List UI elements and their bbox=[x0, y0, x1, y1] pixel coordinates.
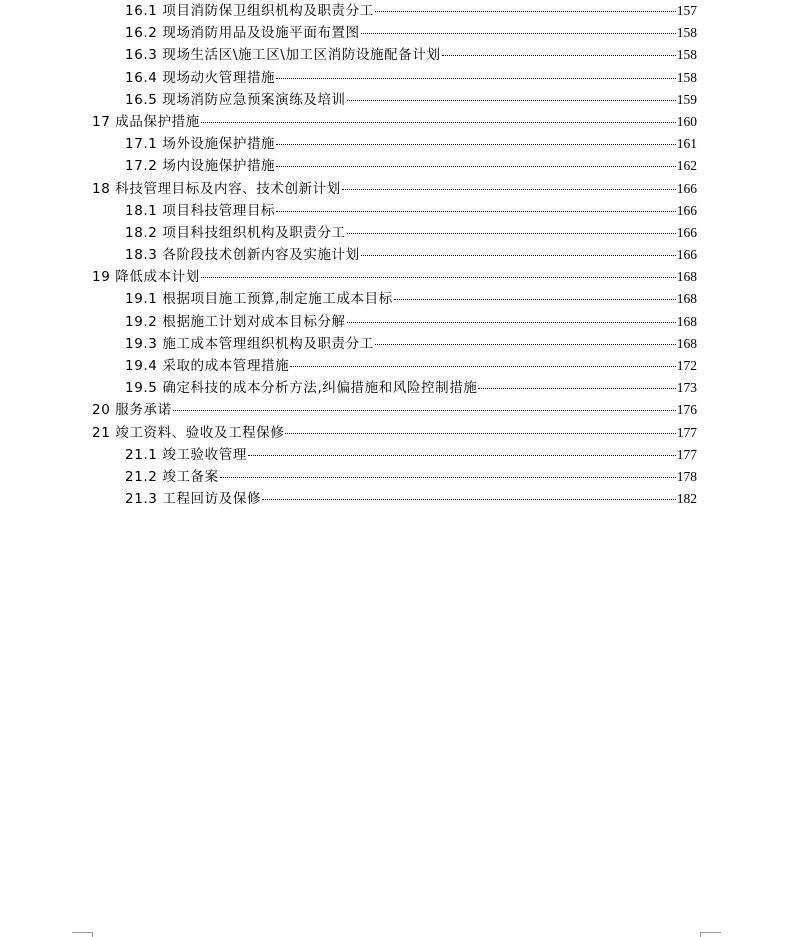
toc-entry-title: 16.2 现场消防用品及设施平面布置图 bbox=[125, 25, 360, 42]
toc-leader-dots bbox=[361, 255, 676, 256]
toc-entry-page: 161 bbox=[676, 136, 697, 152]
toc-leader-dots bbox=[442, 55, 676, 56]
toc-entry[interactable] bbox=[92, 311, 697, 333]
toc-entry[interactable] bbox=[92, 111, 697, 133]
toc-entry-title: 21.2 竣工备案 bbox=[125, 468, 219, 485]
toc-entry-title: 19 降低成本计划 bbox=[92, 269, 200, 286]
toc-entry-title: 19.3 施工成本管理组织机构及职责分工 bbox=[125, 335, 374, 352]
toc-leader-dots bbox=[285, 433, 675, 434]
toc-entry[interactable] bbox=[92, 422, 697, 444]
toc-leader-dots bbox=[201, 277, 676, 278]
toc-entry-title: 19.4 采取的成本管理措施 bbox=[125, 358, 290, 374]
toc-entry-page: 158 bbox=[676, 47, 697, 63]
toc-entry[interactable] bbox=[92, 244, 697, 266]
toc-leader-dots bbox=[220, 477, 676, 478]
toc-entry[interactable] bbox=[92, 266, 697, 288]
toc-entry-title: 17 成品保护措施 bbox=[92, 113, 200, 130]
toc-entry-page: 168 bbox=[676, 313, 697, 329]
toc-leader-dots bbox=[276, 166, 676, 167]
toc-leader-dots bbox=[276, 78, 676, 79]
toc-entry-title: 18.2 项目科技组织机构及职责分工 bbox=[125, 224, 346, 241]
toc-entry-title: 19.1 根据项目施工预算,制定施工成本目标 bbox=[125, 291, 393, 308]
toc-entry-page: 176 bbox=[676, 402, 697, 418]
toc-entry-page: 173 bbox=[676, 380, 697, 396]
toc-entry-title: 18.1 项目科技管理目标 bbox=[125, 202, 276, 219]
toc-entry-page: 168 bbox=[676, 291, 697, 307]
toc-leader-dots bbox=[276, 144, 676, 145]
toc-entry-title: 21.3 工程回访及保修 bbox=[125, 491, 262, 508]
toc-leader-dots bbox=[347, 100, 676, 101]
toc-leader-dots bbox=[262, 499, 676, 500]
toc-entry[interactable] bbox=[92, 355, 697, 377]
toc-entry-title: 17.1 场外设施保护措施 bbox=[125, 136, 276, 153]
toc-entry[interactable] bbox=[92, 222, 697, 244]
toc-entry-title: 19.2 根据施工计划对成本目标分解 bbox=[125, 313, 346, 330]
toc-entry[interactable] bbox=[92, 67, 697, 89]
toc-entry-page: 177 bbox=[676, 424, 697, 440]
toc-entry-page: 177 bbox=[676, 446, 697, 462]
toc-entry[interactable] bbox=[92, 333, 697, 355]
toc-leader-dots bbox=[347, 322, 676, 323]
toc-entry-page: 166 bbox=[676, 247, 697, 263]
toc-entry[interactable] bbox=[92, 155, 697, 177]
toc-entry[interactable] bbox=[92, 488, 697, 510]
toc-entry-page: 162 bbox=[676, 158, 697, 174]
toc-entry-page: 166 bbox=[676, 224, 697, 240]
table-of-contents bbox=[92, 0, 697, 510]
toc-entry[interactable] bbox=[92, 377, 697, 399]
toc-entry-title: 20 服务承诺 bbox=[92, 402, 172, 419]
toc-entry-page: 166 bbox=[676, 202, 697, 218]
page-corner-mark-right bbox=[700, 932, 721, 937]
toc-leader-dots bbox=[201, 122, 676, 123]
toc-entry-title: 16.5 现场消防应急预案演练及培训 bbox=[125, 91, 346, 108]
toc-entry[interactable] bbox=[92, 133, 697, 155]
toc-entry[interactable] bbox=[92, 444, 697, 466]
toc-entry[interactable] bbox=[92, 0, 697, 22]
toc-entry-title: 21 竣工资料、验收及工程保修 bbox=[92, 424, 285, 441]
toc-entry-title: 16.3 现场生活区\施工区\加工区消防设施配备计划 bbox=[125, 47, 441, 64]
toc-entry-title: 17.2 场内设施保护措施 bbox=[125, 158, 276, 175]
toc-entry-page: 158 bbox=[676, 25, 697, 41]
toc-leader-dots bbox=[173, 410, 676, 411]
toc-entry-title: 18.3 各阶段技术创新内容及实施计划 bbox=[125, 247, 360, 264]
toc-leader-dots bbox=[342, 189, 676, 190]
toc-entry-page: 168 bbox=[676, 269, 697, 285]
toc-entry-page: 157 bbox=[676, 3, 697, 18]
toc-entry[interactable] bbox=[92, 399, 697, 421]
toc-leader-dots bbox=[375, 11, 676, 12]
toc-entry-page: 172 bbox=[676, 358, 697, 373]
toc-entry[interactable] bbox=[92, 200, 697, 222]
toc-entry[interactable] bbox=[92, 288, 697, 310]
toc-entry-title: 21.1 竣工验收管理 bbox=[125, 446, 247, 463]
toc-entry-page: 178 bbox=[676, 468, 697, 484]
toc-leader-dots bbox=[361, 33, 676, 34]
toc-leader-dots bbox=[276, 211, 676, 212]
toc-leader-dots bbox=[394, 299, 676, 300]
toc-entry-page: 166 bbox=[676, 180, 697, 196]
toc-entry-title: 16.1 项目消防保卫组织机构及职责分工 bbox=[125, 3, 374, 19]
toc-entry[interactable] bbox=[92, 22, 697, 44]
toc-entry[interactable] bbox=[92, 89, 697, 111]
toc-leader-dots bbox=[248, 455, 676, 456]
toc-leader-dots bbox=[347, 233, 676, 234]
toc-entry-title: 16.4 现场动火管理措施 bbox=[125, 69, 276, 86]
toc-entry-page: 158 bbox=[676, 69, 697, 85]
toc-entry-page: 159 bbox=[676, 91, 697, 107]
toc-entry-page: 160 bbox=[676, 113, 697, 129]
toc-entry-page: 182 bbox=[676, 491, 697, 507]
toc-leader-dots bbox=[375, 344, 676, 345]
toc-entry-title: 18 科技管理目标及内容、技术创新计划 bbox=[92, 180, 341, 197]
toc-leader-dots bbox=[478, 388, 675, 389]
toc-entry-page: 168 bbox=[676, 335, 697, 351]
page-corner-mark-left bbox=[72, 932, 93, 937]
toc-leader-dots bbox=[290, 366, 676, 367]
toc-entry-title: 19.5 确定科技的成本分析方法,纠偏措施和风险控制措施 bbox=[125, 380, 478, 397]
toc-entry[interactable] bbox=[92, 178, 697, 200]
toc-entry[interactable] bbox=[92, 466, 697, 488]
toc-entry[interactable] bbox=[92, 44, 697, 66]
